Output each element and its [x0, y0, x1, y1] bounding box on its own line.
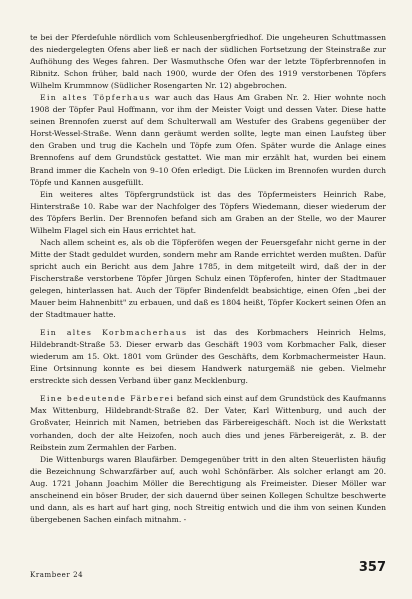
- paragraph: Ein weiteres altes Töpfergrundstück ist das des Töpfermeisters Heinrich Rabe, Hinterstraße 10. Rabe war der Nachfolger des Töpfers Wiedemann, dieser wiederum der des Töpfers Berlin. Der Brennofen befand sich am Graben an der Stelle, wo der Maurer Wilhelm Flagel sich ein Haus errichtet hat.: [30, 189, 386, 235]
- page-number: 357: [358, 560, 386, 575]
- paragraph: Die Wittenburgs waren Blaufärber. Demgegenüber tritt in den alten Steuerlisten häufig die Bezeichnung Schwarzfärber auf, auch wohl Schönfärber. Als solcher erlangt am 20. Aug. 1721 Johann Joachim Möller die Berechtigung als Freimeister. Dieser Möller war anscheinend ein böser Bruder, der sich dauernd über seinen Kollegen Schultze beschwerte und dann, als es hart auf hart ging, noch Streitig entwich und die ihm von seinen Kunden übergebenen Sachen einfach mitnahm. -: [30, 454, 386, 524]
- paragraph-text: war auch das Haus Am Graben Nr. 2. Hier wohnte noch 1908 der Töpfer Paul Hoffmann, vor ihm der Meister Voigt und dessen Vater. Diese hatte seinen Brennofen zuerst auf dem Schulterwall am Westufer des Grabens gegenüber der Horst-Wessel-Straße. Wenn dann geräumt werden sollte, legte man einen Laufsteg über den Graben und trug die Kacheln und Töpfe zum Ofen. Später wurde die Anlage eines Brennofens auf dem Grundstück gestattet. Wie man mir erzählt hat, wurden bei einem Brand immer die Kacheln von 9–10 Ofen erledigt. Die Lücken im Brennofen wurden durch Töpfe und Kannen ausgefüllt.: [30, 93, 386, 187]
- paragraph: [30, 327, 386, 387]
- spaced-heading: Ein altes Korbmacherhaus: [40, 328, 188, 338]
- paragraph-text: befand sich einst auf dem Grundstück des Kaufmanns Max Wittenburg, Hildebrandt-Straße 82. Der Vater, Karl Wittenburg, und auch der Großvater, Heinrich mit Namen, betrieben das Färbereigeschäft. Noch ist die Werkstatt vorhanden, doch der alte Heizofen, noch auch dies und jenes Färbereigerät, z. B. der Reibstein zum Zermahlen der Farben.: [30, 394, 386, 452]
- paragraph: te bei der Pferdeſuhle nördlich vom Schleusenbergfriedhof. Die ungeheuren Schuttmassen des niedergelegten Ofens aber ließ er nach der südlichen Fortsetzung der Steinstraße zur Aufhöhung des Weges fahren. Der Wasmuthsche Ofen war der letzte Töpferbrennofen in Ribnitz. Schon früher, bald nach 1900, wurde der Ofen des 1919 verstorbenen Töpfers Wilhelm Krummnow (Südlicher Rosengarten Nr. 12) abgebrochen.: [30, 33, 386, 91]
- spaced-heading: Eine bedeutende Färberei: [40, 394, 175, 404]
- paragraph: [30, 393, 386, 453]
- paragraph: Nach allem scheint es, als ob die Töpferöfen wegen der Feuersgefahr nicht gerne in der Mitte der Stadt geduldet wurden, sondern mehr am Rande errichtet werden mußten. Dafür spricht auch ein Bericht aus dem Jahre 1785, in dem mitgeteilt wird, daß der in der Fischerstraße verstorbene Töpfer Jürgen Schulz einen Töpferofen, hinter der Stadtmauer gelegen, hinterlassen hat. Auch der Töpfer Bindenfeldt beabsichtige, einen Ofen „bei der Mauer beim Hahnenbitt" zu erbauen, und daß es 1804 heißt, Töpfer Kockert seinen Ofen an der Stadtmauer hatte.: [30, 237, 386, 320]
- spaced-heading: Ein altes Töpferhaus: [40, 93, 151, 103]
- paragraph-text: ist das des Korbmachers Heinrich Helms, Hildebrandt-Straße 53. Dieser erwarb das Geschäft 1903 vom Korbmacher Falk, dieser wiederum am 15. Okt. 1801 vom Gründer des Geschäfts, dem Korbmachermeister Haun. Eine Ortsinnung konnte es bei diesem Handwerk naturgemäß nie geben. Vielmehr erstreckte sich dessen Verband über ganz Mecklenburg.: [30, 328, 386, 386]
- footer-signature: Krambeer 24: [30, 571, 84, 579]
- paragraph: [30, 92, 386, 188]
- body-text: [30, 32, 386, 526]
